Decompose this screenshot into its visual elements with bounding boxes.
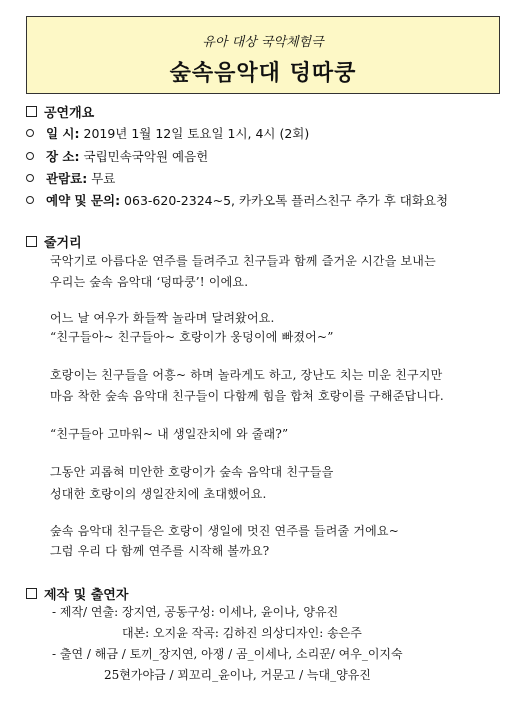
circle-bullet-icon [26, 196, 34, 204]
info-row-fee [26, 169, 115, 187]
checkbox-square-icon [26, 236, 37, 247]
synopsis-line: 어느 날 여우가 화들짝 놀라며 달려왔어요. [50, 311, 275, 325]
circle-bullet-icon [26, 174, 34, 182]
synopsis-line: 그럼 우리 다 함께 연주를 시작해 볼까요? [50, 544, 270, 558]
credits-heading-label: 제작 및 출연자 [44, 588, 129, 603]
info-value: 2019년 1월 12일 토요일 1시, 4시 (2회) [79, 126, 310, 141]
credit-line: 25현가야금 / 꾀꼬리_윤이나, 거문고 / 늑대_양유진 [104, 668, 371, 682]
info-value: 국립민속국악원 예음헌 [79, 149, 209, 164]
synopsis-line: “친구들아 고마워~ 내 생일잔치에 와 줄래?” [50, 427, 289, 441]
info-value: 063-620-2324~5, 카카오톡 플러스친구 추가 후 대화요청 [120, 193, 449, 208]
credits-heading [26, 584, 128, 603]
synopsis-line: 우리는 숲속 음악대 ‘덩따쿵’! 이에요. [50, 275, 249, 289]
synopsis-line: 성대한 호랑이의 생일잔치에 초대했어요. [50, 487, 267, 501]
overview-heading-label: 공연개요 [44, 106, 95, 121]
info-row-reservation [26, 191, 448, 209]
synopsis-line: 그동안 괴롭혀 미안한 호랑이가 숲속 음악대 친구들을 [50, 465, 334, 479]
info-label: 관람료: [46, 171, 88, 186]
document-subtitle: 유아 대상 국악체험극 [202, 35, 324, 50]
circle-bullet-icon [26, 129, 34, 137]
synopsis-heading [26, 232, 82, 251]
synopsis-line: 국악기로 아름다운 연주를 들려주고 친구들과 함께 즐거운 시간을 보내는 [50, 254, 436, 268]
info-row-venue [26, 147, 208, 165]
credit-line: - 출연 / 해금 / 토끼_장지연, 아쟁 / 곰_이세나, 소리꾼/ 여우_이지숙 [52, 647, 403, 661]
info-value: 무료 [87, 171, 116, 186]
synopsis-line: “친구들아~ 친구들아~ 호랑이가 웅덩이에 빠졌어~” [50, 330, 334, 344]
synopsis-heading-label: 줄거리 [44, 236, 82, 251]
title-banner [26, 16, 500, 94]
credit-line: 대본: 오지윤 작곡: 김하진 의상디자인: 송은주 [122, 626, 362, 640]
document-title: 숲속음악대 덩따쿵 [169, 61, 357, 86]
overview-heading [26, 102, 94, 121]
synopsis-line: 숲속 음악대 친구들은 호랑이 생일에 멋진 연주를 들려줄 거에요~ [50, 524, 399, 538]
info-label: 장 소: [46, 149, 80, 164]
credit-line: - 제작/ 연출: 장지연, 공동구성: 이세나, 윤이나, 양유진 [52, 605, 339, 619]
checkbox-square-icon [26, 106, 37, 117]
circle-bullet-icon [26, 152, 34, 160]
info-row-date [26, 124, 309, 142]
synopsis-line: 마음 착한 숲속 음악대 친구들이 다함께 힘을 합쳐 호랑이를 구해준답니다. [50, 389, 444, 403]
synopsis-line: 호랑이는 친구들을 어흥~ 하며 놀라게도 하고, 장난도 치는 미운 친구지만 [50, 368, 443, 382]
info-label: 일 시: [46, 126, 80, 141]
checkbox-square-icon [26, 588, 37, 599]
info-label: 예약 및 문의: [46, 193, 121, 208]
